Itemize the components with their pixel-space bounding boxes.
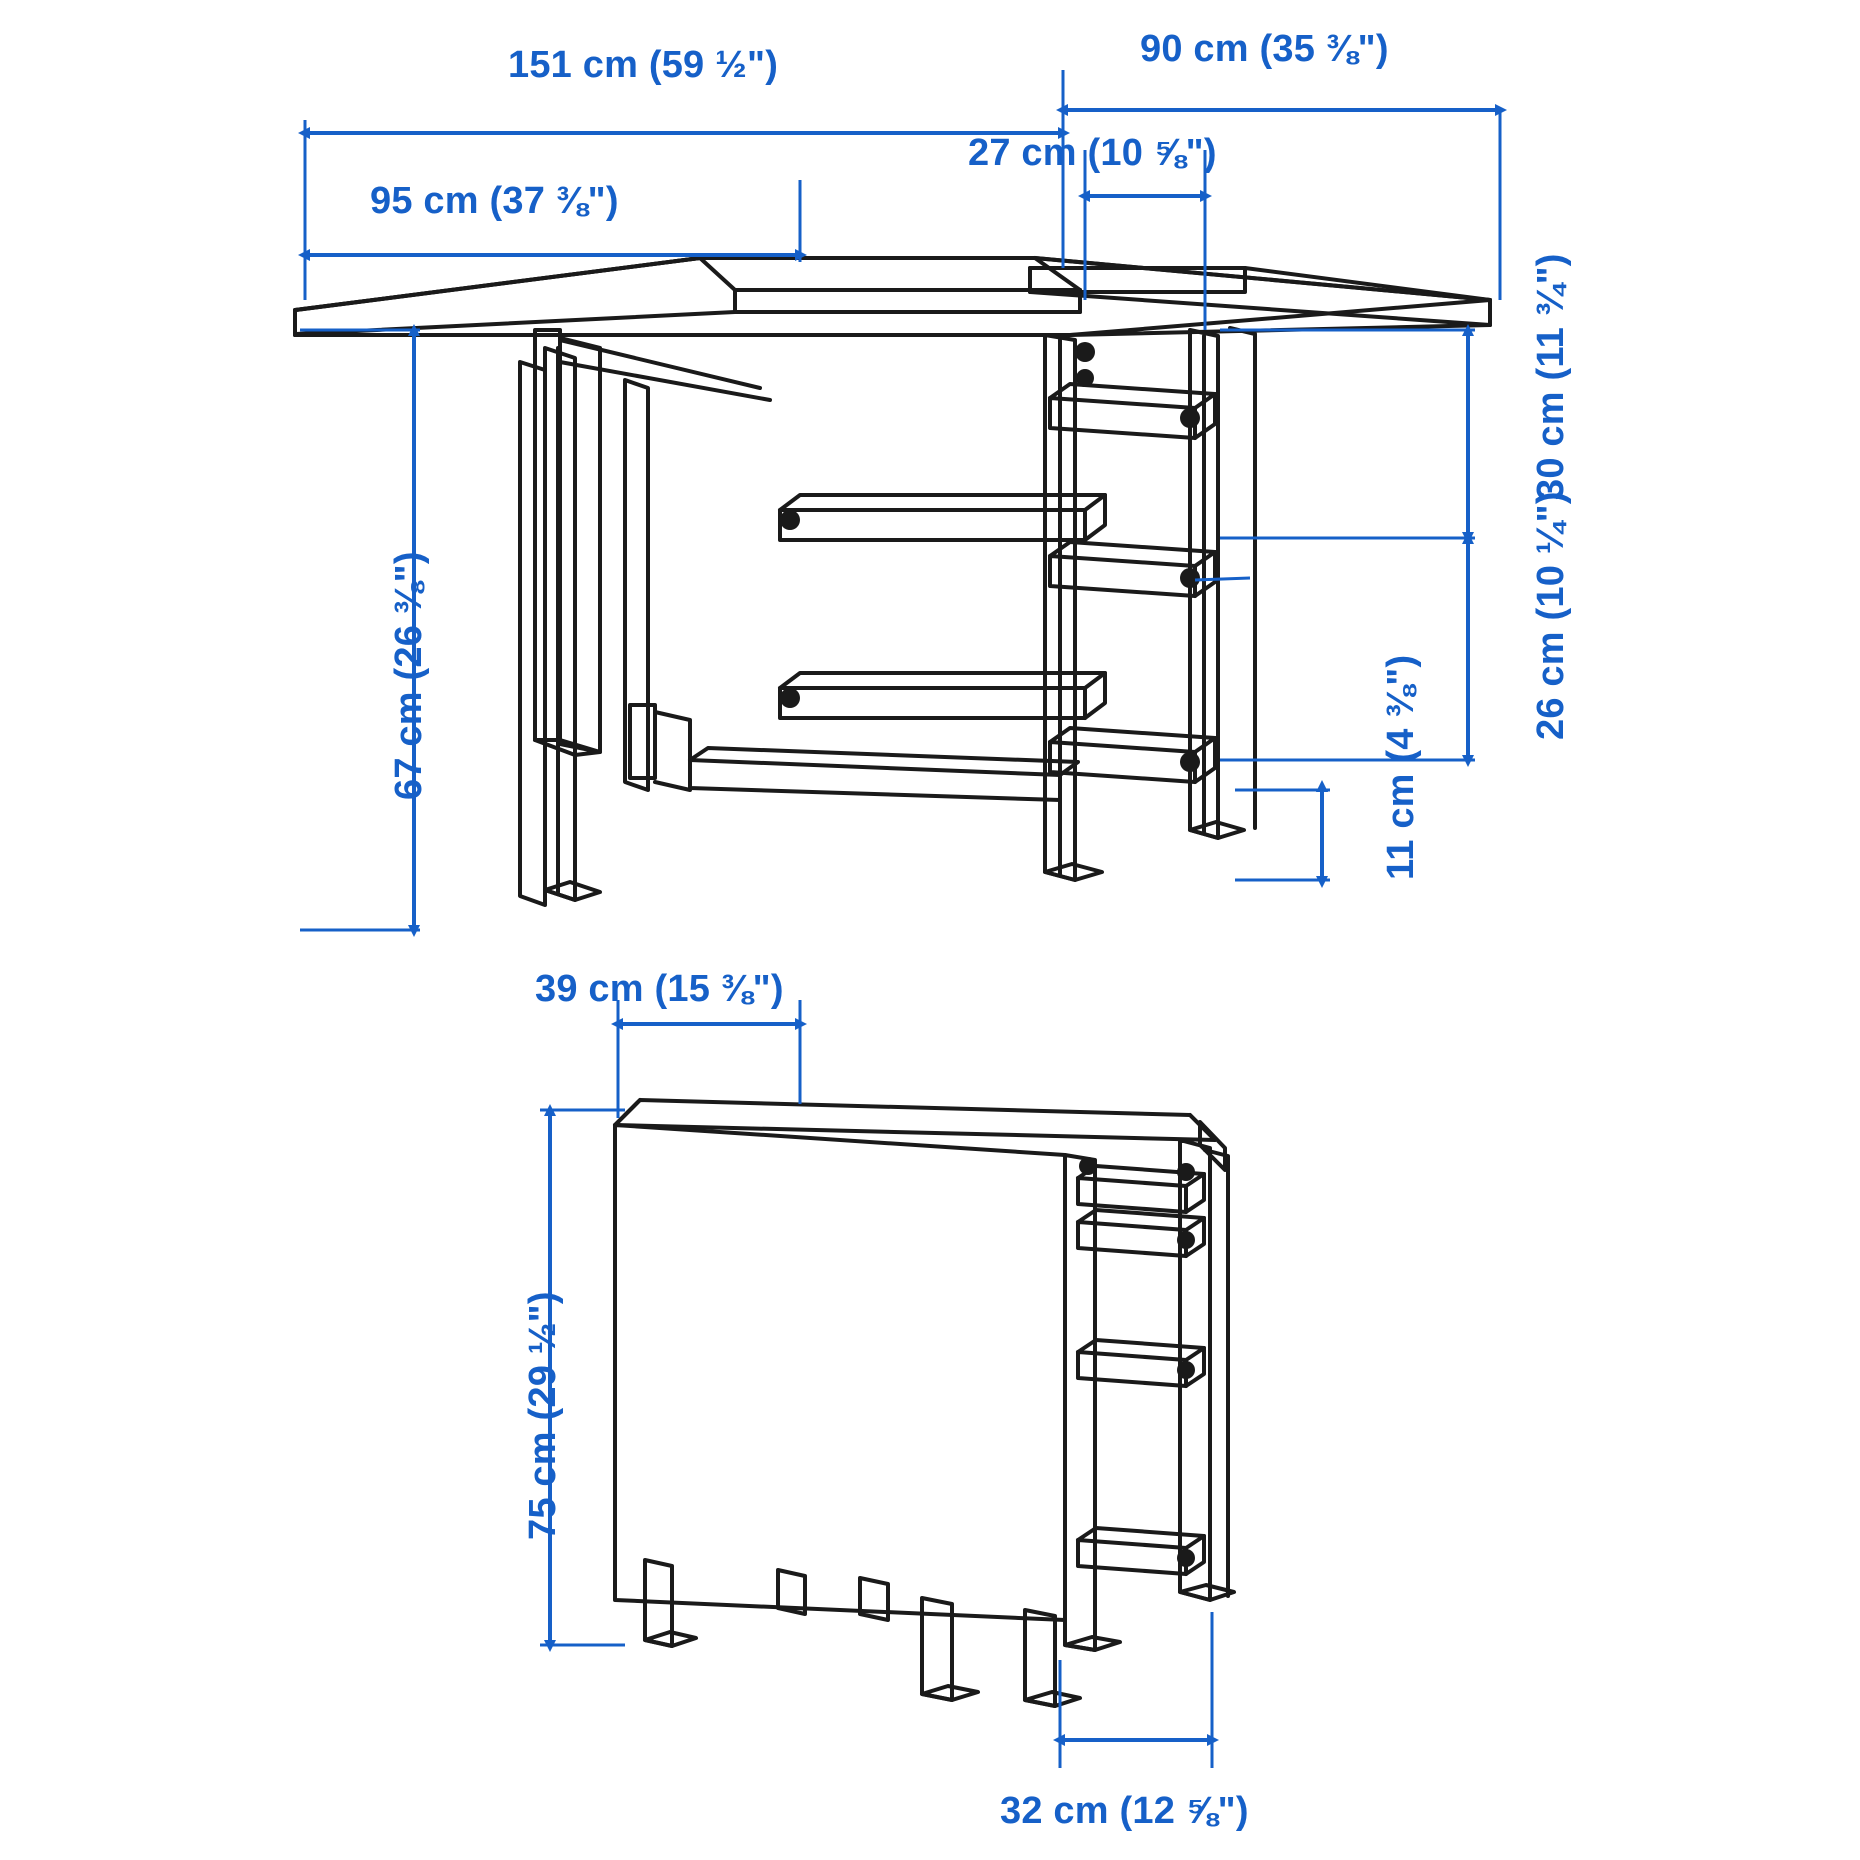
dim-lines-folded — [540, 1000, 1212, 1768]
dim-label-folded-depth: 32 cm (12 ⅝") — [1000, 1790, 1249, 1832]
dim-label-height-underframe: 67 cm (26 ⅜") — [388, 551, 430, 800]
dim-label-depth-total: 90 cm (35 ⅜") — [1140, 28, 1389, 70]
folded-table-illustration — [615, 1100, 1234, 1706]
dim-label-leaf-width: 95 cm (37 ⅜") — [370, 180, 619, 222]
dim-label-floor-clearance: 11 cm (4 ⅜") — [1380, 654, 1422, 880]
dim-label-shelf-lower-gap: 26 cm (10 ¼") — [1530, 491, 1572, 740]
open-table-illustration — [295, 258, 1490, 905]
dim-label-width-total: 151 cm (59 ½") — [508, 44, 779, 86]
dim-label-folded-height: 75 cm (29 ½") — [522, 1291, 564, 1540]
dim-label-folded-width: 39 cm (15 ⅜") — [535, 968, 784, 1010]
dim-label-frame-width: 27 cm (10 ⅝") — [968, 132, 1217, 174]
dim-label-shelf-upper-gap: 30 cm (11 ¾") — [1530, 253, 1572, 500]
